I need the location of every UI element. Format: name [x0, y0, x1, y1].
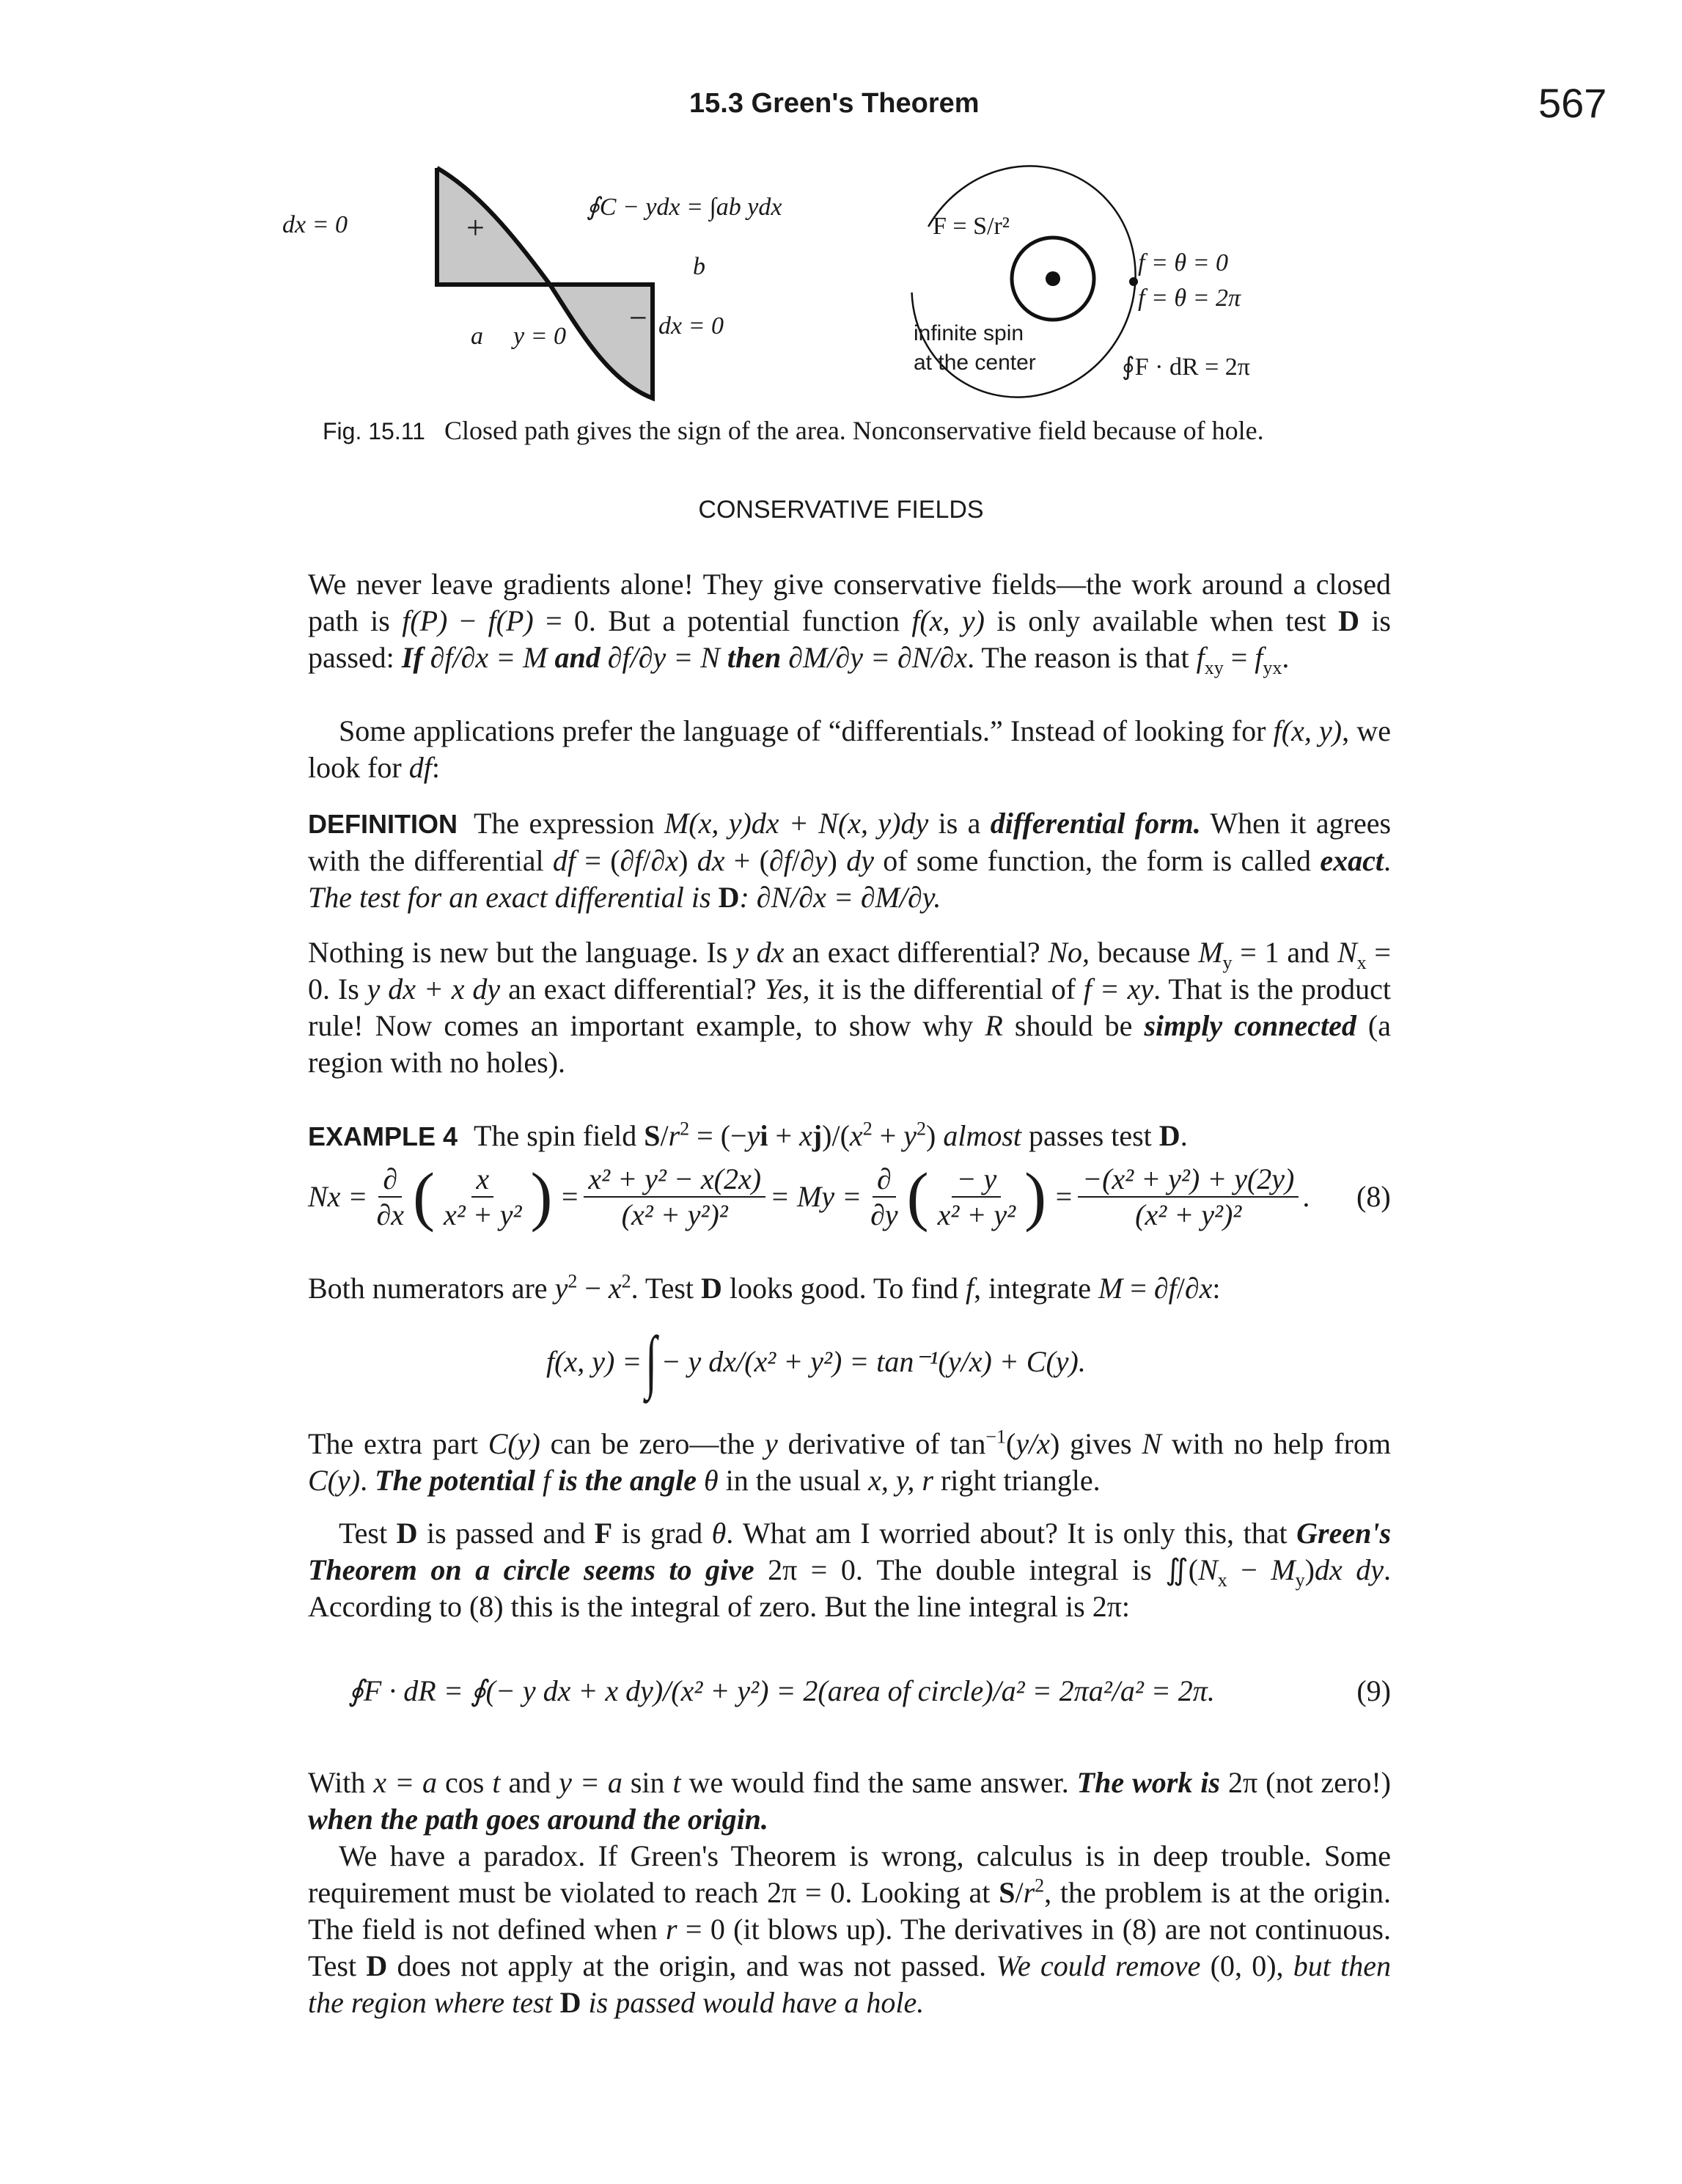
text-run: x — [1217, 1569, 1227, 1591]
text-run: : — [1212, 1272, 1221, 1305]
positive-area — [437, 168, 550, 285]
text-run: we would find the same answer. — [680, 1766, 1077, 1799]
text-run: . — [360, 1464, 375, 1497]
text-run: . What am I worried about? It is only this, that — [726, 1517, 1297, 1550]
text-run: cos — [437, 1766, 493, 1799]
text-run: D — [1338, 604, 1359, 637]
text-run: y = a — [559, 1766, 623, 1799]
text-run: D — [559, 1986, 581, 2019]
label-y0: y = 0 — [513, 323, 567, 350]
text-run: yx — [1263, 657, 1282, 678]
caption-label: Fig. 15.11 — [323, 418, 425, 444]
text-run: θ — [704, 1464, 719, 1497]
text-run: 2 — [568, 1270, 578, 1292]
label-work-2pi: ∮F · dR = 2π — [1122, 353, 1250, 381]
paragraph-work — [308, 1765, 1391, 1838]
text-run: xy — [1204, 657, 1224, 678]
text-run: almost — [943, 1119, 1022, 1152]
text-run: C(y) — [488, 1427, 540, 1460]
text-run: ) — [1304, 1553, 1315, 1586]
text-run: an exact differential? — [500, 972, 765, 1005]
text-run: passes test — [1021, 1119, 1159, 1152]
text-run: )/( — [822, 1119, 850, 1152]
eqf-lhs: f(x, y) = — [546, 1344, 642, 1378]
page-number: 567 — [1538, 80, 1607, 126]
section-title: CONSERVATIVE FIELDS — [698, 496, 984, 524]
text-run: is passed: — [308, 604, 1391, 674]
eq8-f4-num: −(x² + y²) + y(2y) — [1078, 1162, 1299, 1198]
text-run: The expression — [474, 807, 664, 840]
text-run: y — [746, 1119, 760, 1152]
text-run: D — [718, 881, 740, 914]
text-run: f(x, y) — [1273, 714, 1343, 747]
text-run: . — [1282, 641, 1290, 674]
text-run: /∂ — [791, 844, 815, 877]
text-run: j — [812, 1119, 823, 1152]
text-run: but then the region where test — [308, 1949, 1392, 2019]
text-run: ) — [926, 1119, 944, 1152]
text-run: with no help from — [1161, 1427, 1391, 1460]
text-run: We never leave gradients alone! They give conservative fields—the work around a closed path is — [308, 568, 1391, 637]
text-run: + — [768, 1119, 800, 1152]
text-run: Some applications prefer the language of “differentials.” Instead of looking for — [339, 714, 1274, 747]
text-run: f — [542, 1464, 551, 1497]
text-run: looks good. To find — [721, 1272, 966, 1305]
text-run: x — [1199, 1272, 1213, 1305]
text-run: Both numerators are — [308, 1272, 555, 1305]
text-run: M(x, y)dx + N(x, y)dy — [664, 807, 929, 840]
text-run: ∂f/∂x = M — [430, 641, 555, 674]
text-run: D — [701, 1272, 722, 1305]
label-infinite-spin: infinite spin — [914, 321, 1024, 345]
text-run: differential form. — [990, 807, 1201, 840]
text-run: Nothing is new but the language. Is — [308, 936, 736, 969]
text-run: i — [760, 1119, 768, 1152]
paragraph-gradients — [308, 566, 1391, 676]
text-run: D — [1158, 1119, 1180, 1152]
text-run: = 0 (it blows up). The derivatives in (8) are not continuous. Test — [308, 1913, 1391, 1982]
text-run: then — [727, 641, 789, 674]
text-run: Test — [339, 1517, 397, 1550]
text-run: y dx + x dy — [367, 972, 501, 1005]
text-run: is the angle — [551, 1464, 704, 1497]
text-run: With — [308, 1766, 374, 1799]
text-run: . — [1383, 844, 1391, 877]
text-run: 2π = 0. The double integral is ∬( — [754, 1553, 1199, 1586]
equation-8: Nx = $\frac{\partial}{\partial x}$ ( $\frac{x}{\text{x² + y²}}$ ) = $\frac{\text{x² + y² − x(2x)}}{\text{(x² + y²)²}}$ = My = $\frac{\partial}{\partial y}$ ( $\frac{- y}{\text{x² + y²}}$ ) = $\frac{\text{−(x² + y²) + y(2y)}}{\text{(x² + y²)²}}$ . (8) — [308, 1160, 1391, 1233]
text-run: f — [965, 1272, 974, 1305]
text-run: y — [903, 1119, 917, 1152]
text-run: −1 — [985, 1426, 1007, 1448]
text-run: because — [1090, 936, 1199, 969]
eq8-dx: ∂x — [376, 1198, 404, 1231]
eq8-f2-num: x² + y² − x(2x) — [584, 1162, 765, 1198]
text-run: (a region with no holes). — [308, 1009, 1391, 1079]
label-dx0-right: dx = 0 — [658, 312, 724, 340]
text-run: y dx — [735, 936, 785, 969]
text-run: x — [608, 1272, 622, 1305]
text-run: t — [492, 1766, 501, 1799]
eq8-f1-den: x² + y² — [443, 1198, 522, 1231]
text-run: If — [401, 641, 430, 674]
text-run: and — [500, 1766, 559, 1799]
text-run: D — [366, 1949, 388, 1982]
text-run: . The reason is that — [967, 641, 1197, 674]
text-run: simply connected — [1144, 1009, 1356, 1042]
eq8-f3-den: x² + y² — [937, 1198, 1016, 1231]
label-theta-0: f = θ = 0 — [1138, 249, 1229, 276]
text-run: . According to (8) this is the integral of zero. But the line integral is 2π: — [308, 1553, 1392, 1623]
paragraph-extra-part — [308, 1426, 1391, 1499]
text-run: N — [1142, 1427, 1162, 1460]
text-run: is a — [928, 807, 991, 840]
start-point — [1129, 277, 1138, 286]
eq8-number: (8) — [1356, 1180, 1391, 1213]
text-run: does not apply at the origin, and was not passed. — [387, 1949, 996, 1982]
eq9-text: ∮F · dR = ∮(− y dx + x dy)/(x² + y²) = 2(area of circle)/a² = 2πa²/a² = 2π. — [348, 1674, 1215, 1707]
label-a: a — [471, 323, 483, 350]
text-run: dx dy — [1315, 1553, 1384, 1586]
text-run: N — [1337, 936, 1357, 969]
text-run: + — [872, 1119, 904, 1152]
caption-text: Closed path gives the sign of the area. Nonconservative field because of hole. — [444, 416, 1264, 445]
running-header: 15.3 Green's Theorem — [689, 88, 980, 119]
text-run: x — [1356, 952, 1367, 973]
text-run: − — [577, 1272, 609, 1305]
text-run: f — [783, 844, 792, 877]
text-run: y — [1295, 1569, 1305, 1591]
text-run: = (∂ — [576, 844, 635, 877]
text-run: t — [672, 1766, 681, 1799]
text-run: when the path goes around the origin. — [308, 1803, 768, 1836]
eq8-f4-den: (x² + y²)² — [1135, 1198, 1242, 1231]
text-run: : ∂N/∂x = ∂M/∂y. — [739, 881, 941, 914]
text-run: /∂ — [642, 844, 666, 877]
text-run: df — [408, 751, 432, 784]
text-run: The work is — [1076, 1766, 1220, 1799]
text-run: The extra part — [308, 1427, 488, 1460]
text-run: derivative of tan — [777, 1427, 986, 1460]
block-label: EXAMPLE 4 — [308, 1121, 458, 1151]
text-run: When it agrees with the differential — [308, 807, 1392, 877]
text-run: F — [594, 1517, 613, 1550]
text-run: No, — [1048, 936, 1090, 969]
text-run: / — [660, 1119, 669, 1152]
example-4-heading — [308, 1118, 1391, 1155]
text-run: = 1 and — [1232, 936, 1337, 969]
text-run: We could remove — [996, 1949, 1201, 1982]
text-run: x — [799, 1119, 812, 1152]
block-label: DEFINITION — [308, 809, 458, 839]
label-b: b — [693, 253, 705, 280]
text-run: . That is the product rule! Now comes an important example, to show why — [308, 972, 1391, 1042]
text-run: M — [1271, 1553, 1296, 1586]
text-run: and — [554, 641, 608, 674]
paragraph-language — [308, 934, 1391, 1081]
text-run: f — [1168, 1272, 1177, 1305]
eq9-number: (9) — [1356, 1674, 1391, 1707]
text-run: x = a — [373, 1766, 438, 1799]
text-run: R — [985, 1009, 1003, 1042]
text-run: r — [668, 1119, 680, 1152]
text-run: Green's Theorem on a circle seems to give — [308, 1517, 1392, 1586]
text-run: C(y) — [308, 1464, 361, 1497]
text-run: = 0. But a potential function — [533, 604, 912, 637]
text-run: ) gives — [1049, 1427, 1142, 1460]
label-at-center: at the center — [914, 351, 1036, 375]
text-run: y — [1222, 952, 1233, 973]
text-run: in the usual — [718, 1464, 869, 1497]
text-run: y/x — [1016, 1427, 1050, 1460]
text-run: is only available when test — [984, 604, 1339, 637]
text-run: = ∂ — [1123, 1272, 1169, 1305]
text-run: 2 — [621, 1270, 631, 1292]
text-run: should be — [1002, 1009, 1145, 1042]
text-run: it is the differential of — [809, 972, 1084, 1005]
text-run: M — [1098, 1272, 1123, 1305]
center-dot — [1046, 271, 1060, 286]
text-run: . — [1180, 1119, 1188, 1152]
text-run: an exact differential? — [784, 936, 1049, 969]
eq8-partial-2: ∂ — [873, 1162, 896, 1198]
text-run: , the problem is at the origin. The field is not defined when — [308, 1876, 1392, 1946]
text-run: sin — [622, 1766, 673, 1799]
text-run: f — [634, 844, 643, 877]
text-run: / — [1015, 1876, 1024, 1909]
paragraph-numerators — [308, 1270, 1391, 1307]
text-run: x — [849, 1119, 863, 1152]
text-run: S — [644, 1119, 661, 1152]
figure-drawing — [0, 0, 1682, 425]
text-run: f = xy — [1083, 972, 1154, 1005]
paragraph-differentials — [308, 713, 1391, 786]
text-run: can be zero—the — [540, 1427, 765, 1460]
text-run: , integrate — [974, 1272, 1098, 1305]
label-minus: − — [629, 300, 647, 336]
text-run: f — [1255, 641, 1263, 674]
text-run: is passed would have a hole. — [581, 1986, 925, 2019]
label-theta-2pi: f = θ = 2π — [1138, 285, 1241, 312]
eq8-lhs: Nx = — [308, 1180, 368, 1213]
text-run: y — [814, 844, 828, 877]
text-run: f(x, y) — [911, 604, 985, 637]
text-run: r — [665, 1913, 677, 1946]
text-run: dx — [697, 844, 725, 877]
text-run: The spin field — [474, 1119, 644, 1152]
paragraph-test-d — [308, 1515, 1391, 1625]
text-run: 2 — [680, 1118, 690, 1140]
text-run: 2 — [862, 1118, 873, 1140]
text-run: r — [1023, 1876, 1035, 1909]
text-run: is grad — [612, 1517, 712, 1550]
eq8-mid: = My = — [770, 1180, 862, 1213]
text-run: ) — [827, 844, 847, 877]
figure-caption — [323, 415, 1264, 446]
text-run: of some function, the form is called — [873, 844, 1321, 877]
text-run: is passed and — [417, 1517, 595, 1550]
text-run: f(P) — [402, 604, 448, 637]
text-run: − — [1227, 1553, 1271, 1586]
text-run: N — [1198, 1553, 1218, 1586]
text-run: (0, 0), — [1200, 1949, 1293, 1982]
label-field: F = S/r² — [933, 213, 1010, 240]
text-run: , we look for — [308, 714, 1392, 784]
text-run: M — [1198, 936, 1223, 969]
definition-block — [308, 805, 1391, 916]
paragraph-paradox — [308, 1838, 1391, 2021]
text-run: = (− — [689, 1119, 747, 1152]
text-run: df — [552, 844, 576, 877]
eq8-f1-num: x — [471, 1162, 493, 1198]
eq8-f2-den: (x² + y²)² — [621, 1198, 728, 1231]
text-run: The test for an exact differential is — [308, 881, 719, 914]
text-run: ∂M/∂y = ∂N/∂x — [788, 641, 968, 674]
label-dx0-left: dx = 0 — [282, 211, 348, 238]
text-run: θ — [711, 1517, 727, 1550]
label-plus: + — [466, 210, 485, 246]
text-run: y — [554, 1272, 568, 1305]
text-run: f — [1196, 641, 1205, 674]
integral-sign: ∫ — [645, 1322, 658, 1400]
text-run: D — [396, 1517, 418, 1550]
eq8-partial: ∂ — [378, 1162, 402, 1198]
text-run: 2 — [917, 1118, 927, 1140]
text-run: ) — [678, 844, 697, 877]
equation-9 — [348, 1674, 1391, 1708]
text-run: dy — [846, 844, 874, 877]
eq8-f3-num: − y — [952, 1162, 1001, 1198]
text-run: The potential — [375, 1464, 543, 1497]
text-run: right triangle. — [933, 1464, 1101, 1497]
text-run: : — [431, 751, 441, 784]
text-run: We have a paradox. If Green's Theorem is wrong, calculus is in deep trouble. Some requirement must be violated to reach 2π = 0. Looking at — [308, 1839, 1391, 1909]
text-run: x — [665, 844, 679, 877]
equation-potential — [546, 1322, 1086, 1400]
text-run: 2 — [1035, 1875, 1045, 1897]
text-run: y — [765, 1427, 778, 1460]
text-run: x, y, r — [868, 1464, 933, 1497]
text-run: S — [999, 1876, 1016, 1909]
text-run: Yes, — [764, 972, 810, 1005]
text-run: ( — [1006, 1427, 1016, 1460]
eq8-dy: ∂y — [870, 1198, 898, 1231]
text-run: 2π (not zero!) — [1219, 1766, 1392, 1799]
text-run: − — [447, 604, 488, 637]
label-area-integral: ∮C − ydx = ∫ab ydx — [587, 194, 782, 221]
text-run: + (∂ — [724, 844, 784, 877]
text-run: ∂f/∂y = N — [607, 641, 727, 674]
text-run: . Test — [631, 1272, 702, 1305]
text-run: f(P) — [488, 604, 534, 637]
text-run: /∂ — [1176, 1272, 1200, 1305]
text-run: = — [1223, 641, 1255, 674]
text-run: = 0. Is — [308, 936, 1391, 1005]
text-run: exact — [1320, 844, 1384, 877]
eqf-rhs: − y dx/(x² + y²) = tan⁻¹(y/x) + C(y). — [661, 1344, 1086, 1378]
